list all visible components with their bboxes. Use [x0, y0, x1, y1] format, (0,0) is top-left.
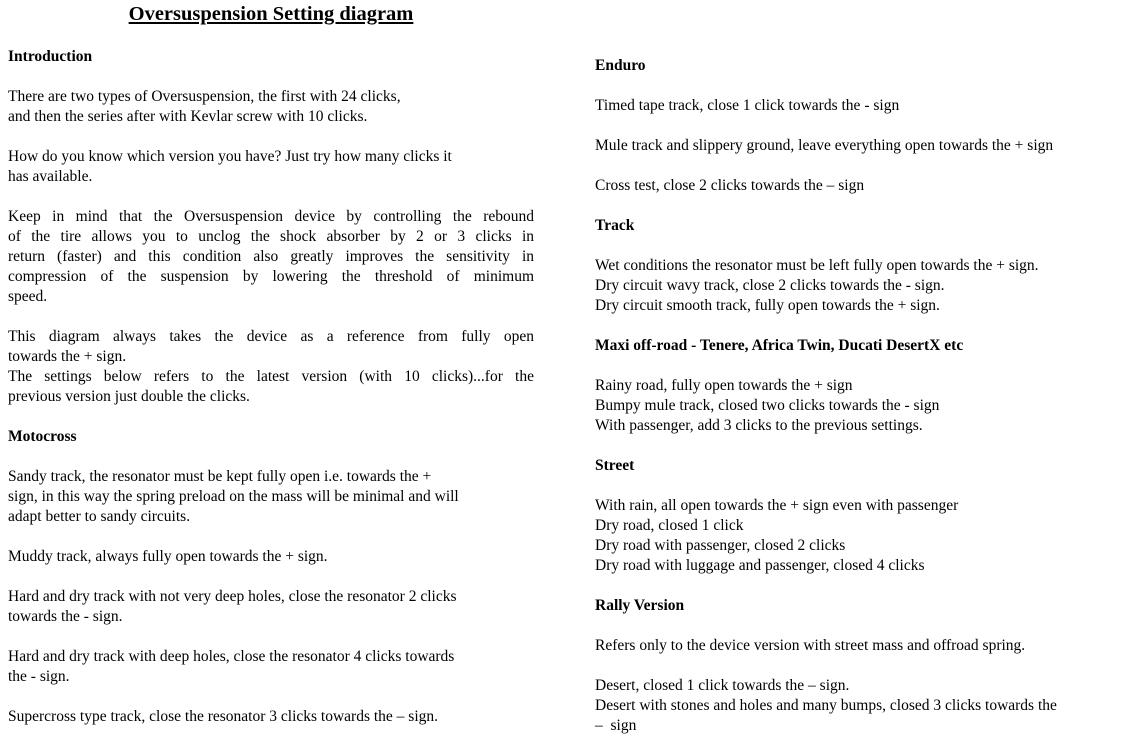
text-line: How do you know which version you have? Just try how many clicks it [8, 148, 452, 165]
paragraph [595, 176, 1121, 196]
text-line: Mule track and slippery ground, leave everything open towards the + sign [595, 137, 1054, 154]
text-line: speed. [8, 288, 48, 305]
text-line: adapt better to sandy circuits. [8, 508, 191, 525]
section-heading: Enduro [595, 57, 646, 74]
text-line: With rain, all open towards the + sign even with passenger [595, 497, 959, 514]
text-line: Dry road with passenger, closed 2 clicks [595, 537, 846, 554]
section-heading: Rally Version [595, 597, 685, 614]
text-line: Desert, closed 1 click towards the – sign. [595, 677, 850, 694]
text-line: With passenger, add 3 clicks to the previous settings. [595, 417, 923, 434]
section-heading: Maxi off-road - Tenere, Africa Twin, Ducati DesertX etc [595, 337, 964, 354]
text-line: – sign [595, 717, 637, 734]
text-line: This diagram always takes the device as a reference from fully open [8, 328, 534, 345]
text-line: Dry road with luggage and passenger, closed 4 clicks [595, 557, 925, 574]
text-line: Timed tape track, close 1 click towards the - sign [595, 97, 900, 114]
paragraph [8, 327, 534, 367]
paragraph [595, 136, 1121, 156]
text-line: Hard and dry track with deep holes, close the resonator 4 clicks towards [8, 648, 455, 665]
text-line: Hard and dry track with not very deep holes, close the resonator 2 clicks [8, 588, 457, 605]
text-line: Dry circuit smooth track, fully open towards the + sign. [595, 297, 940, 314]
paragraph [8, 147, 534, 187]
text-line: Keep in mind that the Oversuspension device by controlling the rebound [8, 208, 534, 225]
text-line: There are two types of Oversuspension, the first with 24 clicks, [8, 88, 401, 105]
paragraph [595, 376, 1121, 436]
paragraph [8, 647, 534, 687]
paragraph [8, 87, 534, 127]
paragraph [8, 467, 534, 527]
text-line: sign, in this way the spring preload on the mass will be minimal and will [8, 488, 459, 505]
paragraph [8, 587, 534, 627]
text-line: The settings below refers to the latest version (with 10 clicks)...for the [8, 368, 534, 385]
text-line: Supercross type track, close the resonator 3 clicks towards the – sign. [8, 708, 439, 725]
text-line: has available. [8, 168, 93, 185]
right-column [595, 0, 1121, 736]
text-line: towards the - sign. [8, 608, 123, 625]
text-line: Rainy road, fully open towards the + sign [595, 377, 853, 394]
paragraph [595, 256, 1121, 316]
paragraph [595, 636, 1121, 656]
paragraph [8, 207, 534, 307]
text-line: compression of the suspension by lowering the threshold of minimum [8, 268, 534, 285]
text-line: Dry road, closed 1 click [595, 517, 744, 534]
text-line: Sandy track, the resonator must be kept fully open i.e. towards the + [8, 468, 432, 485]
paragraph [595, 496, 1121, 576]
paragraph [8, 707, 534, 727]
text-line: towards the + sign. [8, 348, 127, 365]
text-line: the - sign. [8, 668, 70, 685]
paragraph [8, 547, 534, 567]
text-line: return (faster) and this condition also greatly improves the sensitivity in [8, 248, 534, 265]
text-line: Cross test, close 2 clicks towards the – sign [595, 177, 865, 194]
paragraph [8, 367, 534, 407]
text-line: Refers only to the device version with street mass and offroad spring. [595, 637, 1026, 654]
paragraph [595, 676, 1121, 736]
text-line: of the tire allows you to unclog the shock absorber by 2 or 3 clicks in [8, 228, 534, 245]
text-line: Wet conditions the resonator must be left fully open towards the + sign. [595, 257, 1039, 274]
section-heading: Motocross [8, 428, 77, 445]
text-line: Dry circuit wavy track, close 2 clicks towards the - sign. [595, 277, 945, 294]
section-heading: Introduction [8, 48, 93, 65]
text-line: and then the series after with Kevlar screw with 10 clicks. [8, 108, 368, 125]
text-line: previous version just double the clicks. [8, 388, 250, 405]
text-line: Bumpy mule track, closed two clicks towards the - sign [595, 397, 940, 414]
text-line: Desert with stones and holes and many bumps, closed 3 clicks towards the [595, 697, 1057, 714]
section-heading: Street [595, 457, 635, 474]
text-line: Muddy track, always fully open towards the + sign. [8, 548, 328, 565]
paragraph [595, 96, 1121, 116]
section-heading: Track [595, 217, 635, 234]
doc-title: Oversuspension Setting diagram [128, 3, 414, 25]
left-column [8, 0, 534, 727]
